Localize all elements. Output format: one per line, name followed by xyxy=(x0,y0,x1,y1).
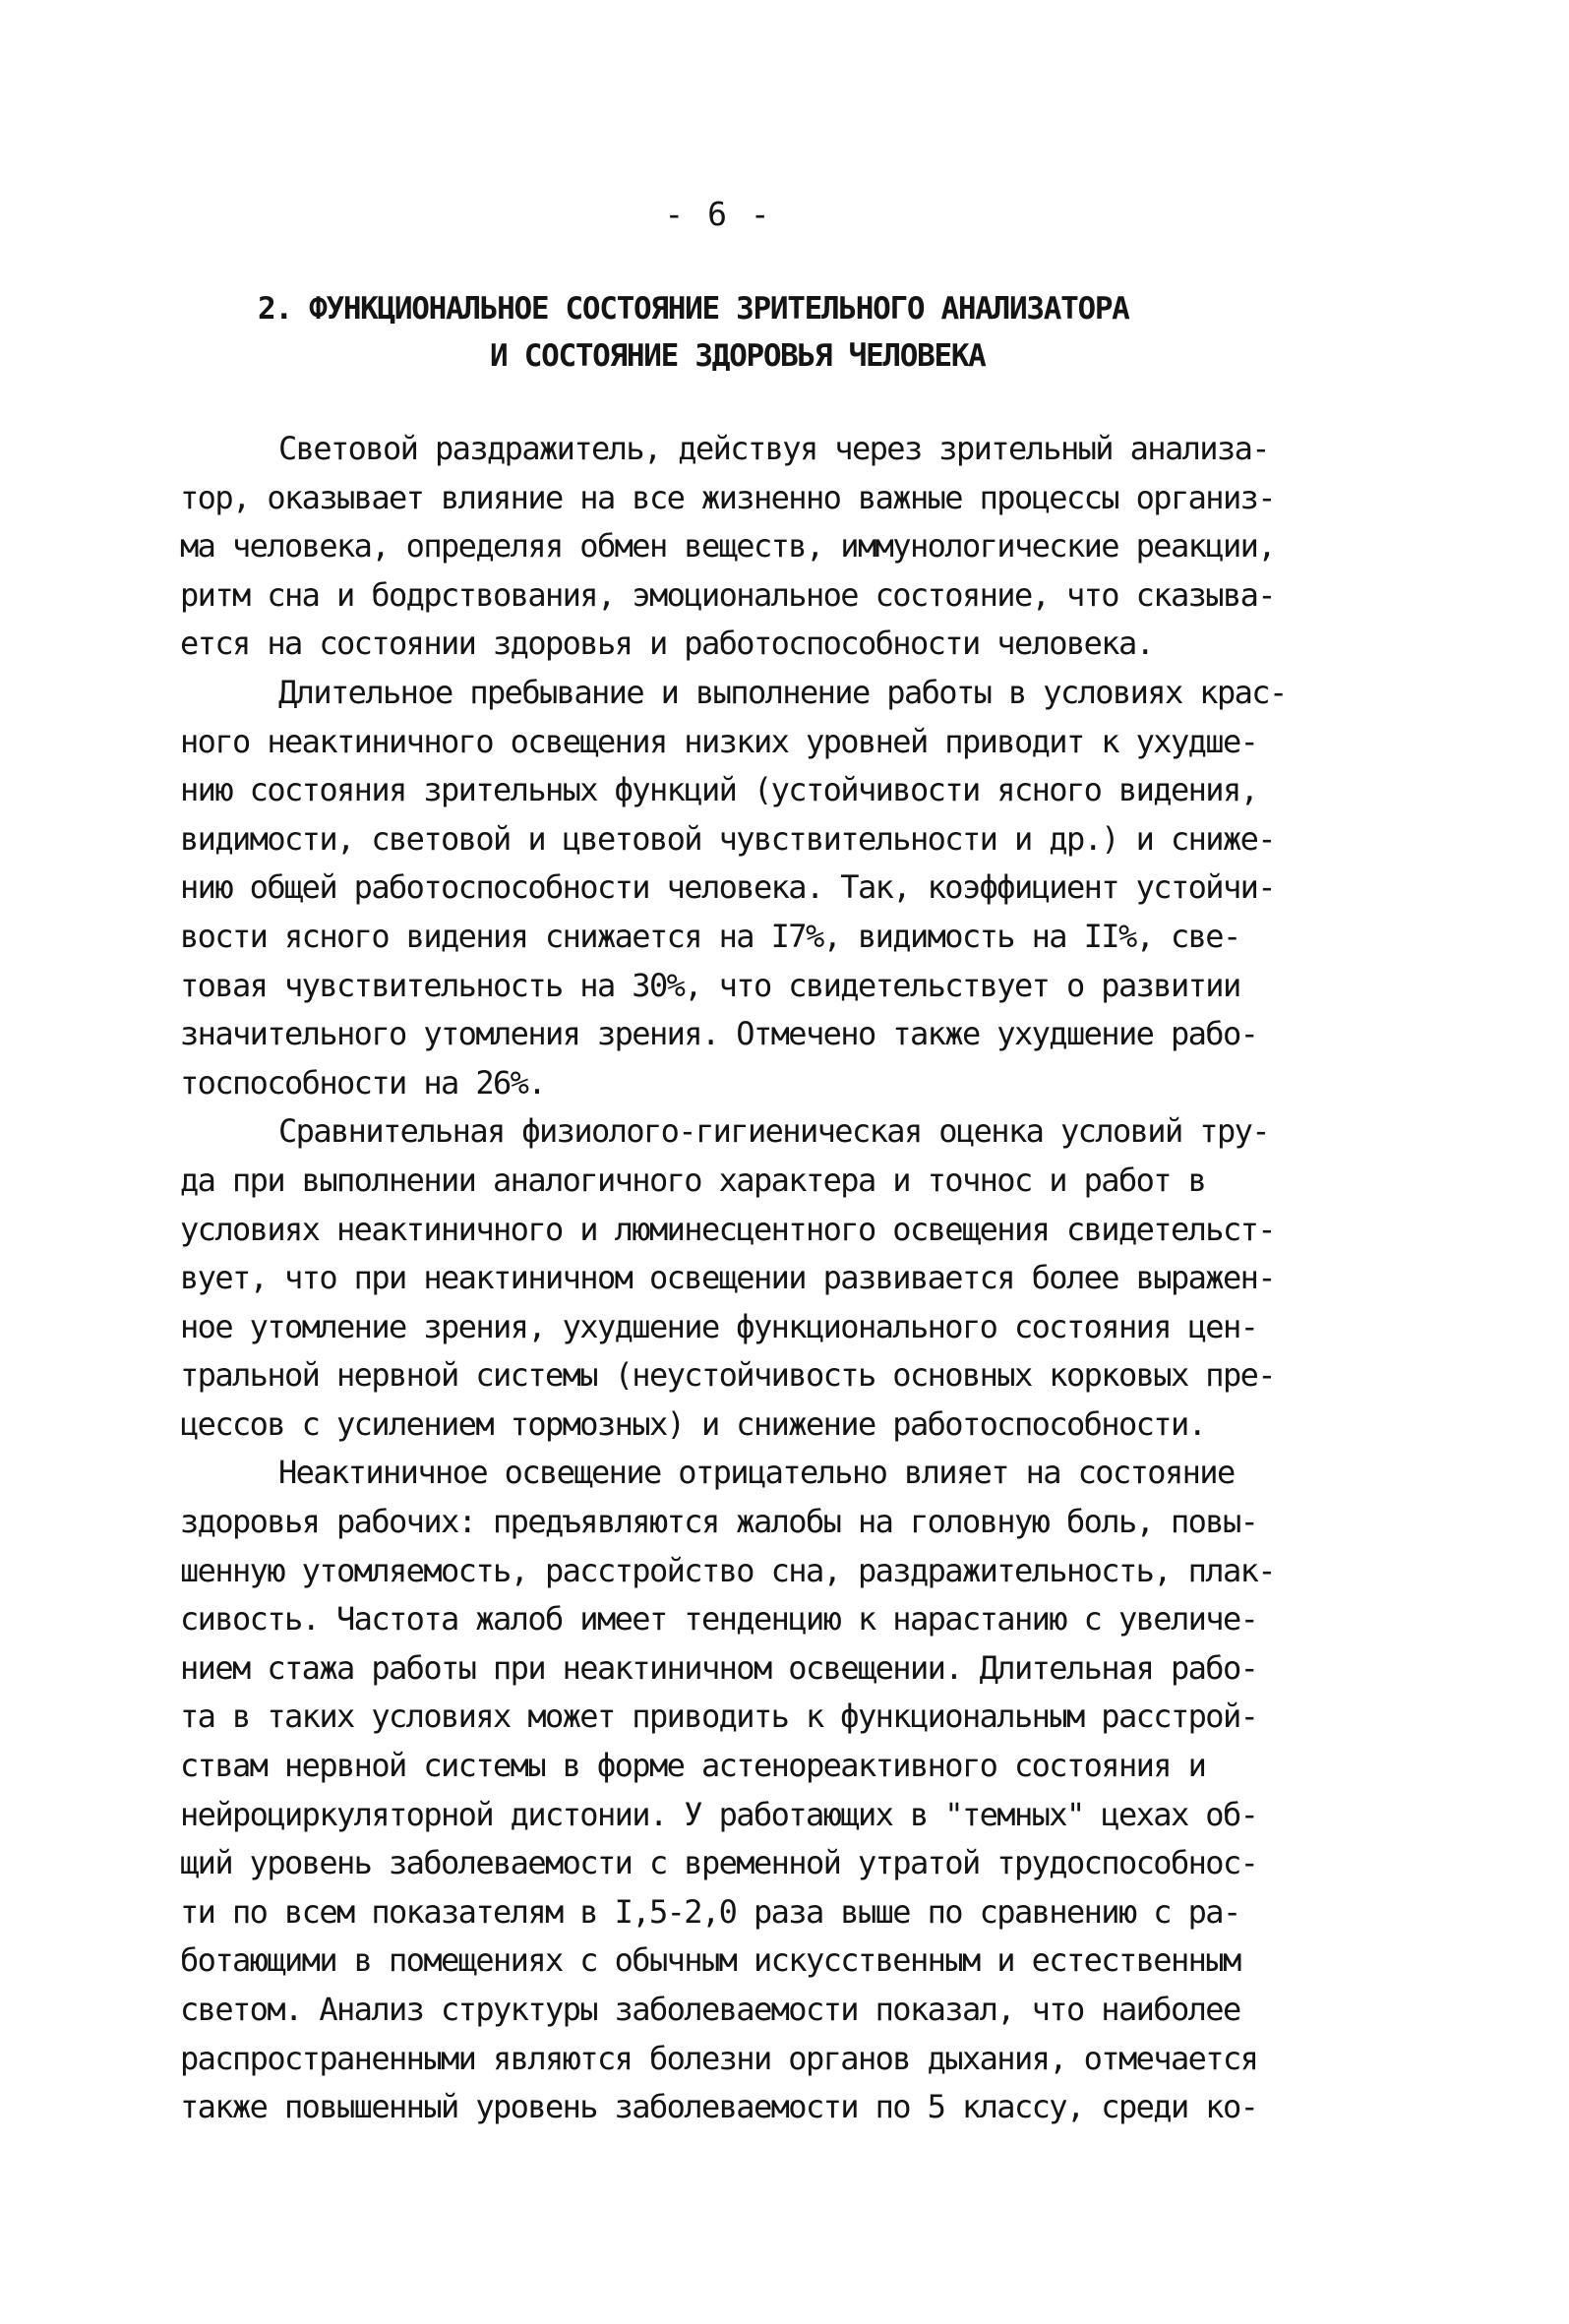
paragraph-line: нейроциркуляторной дистонии. У работающих в "темных" цехах об- xyxy=(180,1795,1258,1833)
paragraph-line: ствам нервной системы в форме астенореактивного состояния и xyxy=(180,1747,1206,1785)
paragraph-line: тральной нервной системы (неустойчивость основных корковых пре- xyxy=(180,1356,1275,1395)
paragraph-line: товая чувствительность на 30%, что свидетельствует о развитии xyxy=(180,966,1240,1004)
paragraph-line: условиях неактиничного и люминесцентного освещения свидетельст- xyxy=(180,1210,1275,1248)
paragraph-line: вости ясного видения снижается на I7%, видимость на II%, све- xyxy=(180,917,1240,955)
paragraph-line: Сравнительная физиолого-гигиеническая оценка условий тру- xyxy=(278,1112,1269,1151)
paragraph-line: видимости, световой и цветовой чувствительности и др.) и сниже- xyxy=(180,819,1275,858)
paragraph-line: ти по всем показателям в I,5-2,0 раза выше по сравнению с ра- xyxy=(180,1892,1240,1931)
page-number: - 6 - xyxy=(664,195,772,233)
paragraph-line: нию общей работоспособности человека. Так, коэффициент устойчи- xyxy=(180,868,1275,907)
paragraph-line: здоровья рабочих: предъявляются жалобы на головную боль, повы- xyxy=(180,1503,1258,1541)
paragraph xyxy=(180,425,1429,669)
paragraph xyxy=(180,1107,1429,1449)
section-heading xyxy=(226,285,1358,380)
paragraph-line: вует, что при неактиничном освещении развивается более выражен- xyxy=(180,1259,1275,1297)
paragraph-line: цессов с усилением тормозных) и снижение работоспособности. xyxy=(180,1404,1206,1443)
paragraph-line: распространенными являются болезни органов дыхания, отмечается xyxy=(180,2039,1258,2077)
paragraph-line: тор, оказывает влияние на все жизненно важные процессы организ- xyxy=(180,478,1275,516)
paragraph-line: Длительное пребывание и выполнение работы в условиях крас- xyxy=(278,673,1287,711)
paragraph-line: значительного утомления зрения. Отмечено также ухудшение рабо- xyxy=(180,1015,1258,1053)
paragraph-line: шенную утомляемость, расстройство сна, раздражительность, плак- xyxy=(180,1551,1275,1589)
paragraph-line: светом. Анализ структуры заболеваемости показал, что наиболее xyxy=(180,1991,1240,2028)
paragraph-line: та в таких условиях может приводить к функциональным расстрой- xyxy=(180,1698,1258,1736)
paragraph-line: щий уровень заболеваемости с временной утратой трудоспособнос- xyxy=(180,1844,1258,1882)
paragraph-line: ется на состоянии здоровья и работоспособности человека. xyxy=(180,625,1154,663)
body-text xyxy=(180,425,1429,2132)
paragraph-line: сивость. Частота жалоб имеет тенденцию к нарастанию с увеличе- xyxy=(180,1600,1258,1639)
section-heading-line-2: И СОСТОЯНИЕ ЗДОРОВЬЯ ЧЕЛОВЕКА xyxy=(490,338,986,374)
paragraph-line: ное утомление зрения, ухудшение функционального состояния цен- xyxy=(180,1307,1258,1345)
paragraph-line: ритм сна и бодрствования, эмоциональное состояние, что сказыва- xyxy=(180,575,1275,614)
paragraph-line: нию состояния зрительных функций (устойчивости ясного видения, xyxy=(180,771,1258,809)
section-heading-line-1: 2. ФУНКЦИОНАЛЬНОЕ СОСТОЯНИЕ ЗРИТЕЛЬНОГО АНАЛИЗАТОРА xyxy=(258,291,1129,327)
paragraph-line: также повышенный уровень заболеваемости по 5 классу, среди ко- xyxy=(180,2088,1258,2126)
paragraph-line: нием стажа работы при неактиничном освещении. Длительная рабо- xyxy=(180,1648,1258,1687)
paragraph-line: Световой раздражитель, действуя через зрительный анализа- xyxy=(278,430,1269,467)
paragraph-line: ма человека, определяя обмен веществ, иммунологические реакции, xyxy=(180,527,1275,566)
paragraph-line: тоспособности на 26%. xyxy=(180,1063,545,1102)
paragraph xyxy=(180,1449,1429,2131)
paragraph xyxy=(180,669,1429,1107)
paragraph-line: ного неактиничного освещения низких уровней приводит к ухудше- xyxy=(180,722,1258,760)
paragraph-line: да при выполнении аналогичного характера и точнос и работ в xyxy=(180,1161,1206,1199)
paragraph-line: ботающими в помещениях с обычным искусственным и естественным xyxy=(180,1941,1240,1980)
paragraph-line: Неактиничное освещение отрицательно влияет на состояние xyxy=(278,1454,1235,1492)
